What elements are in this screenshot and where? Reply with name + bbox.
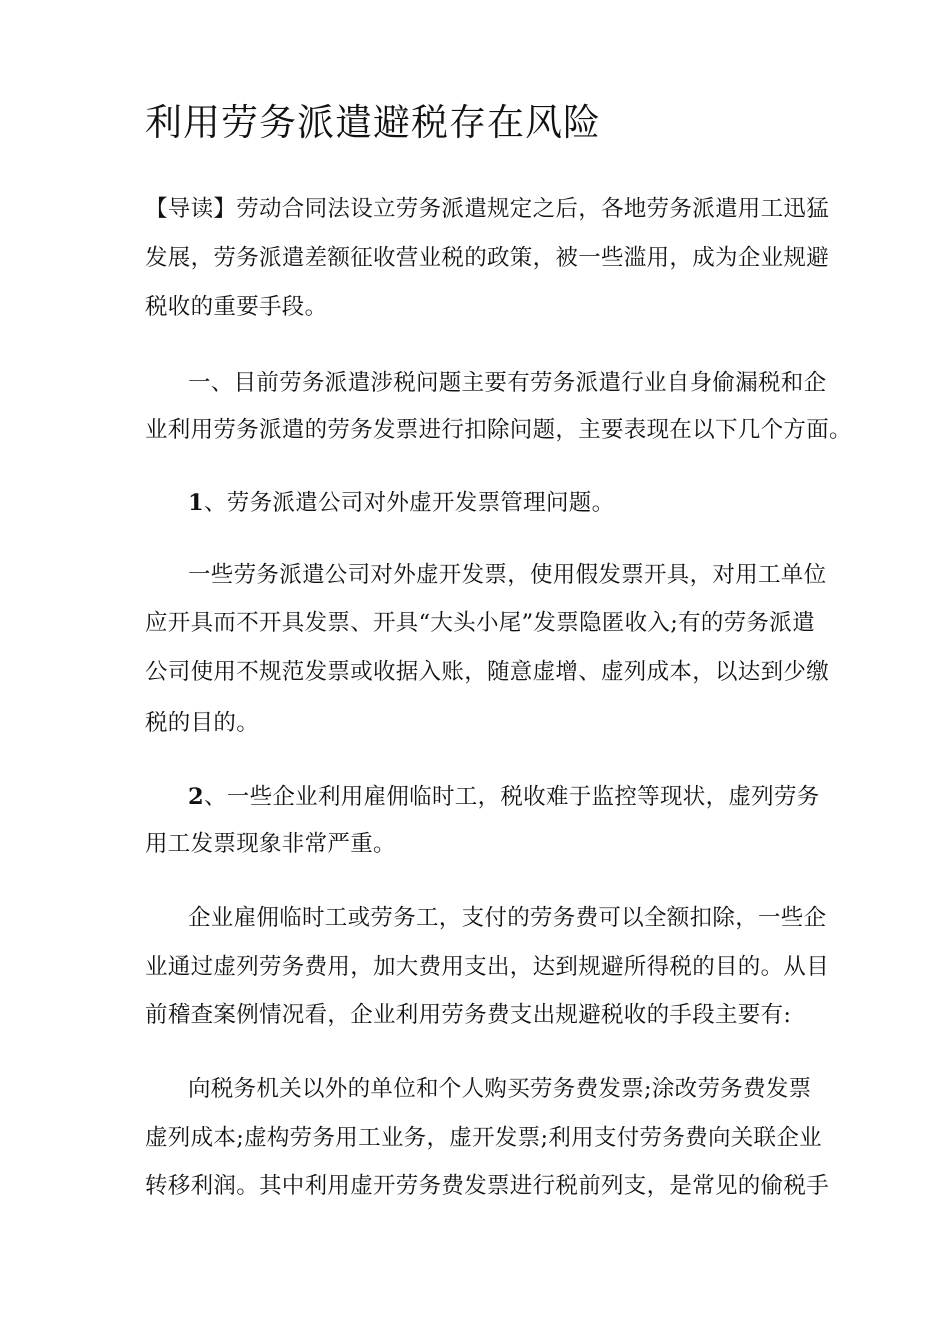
item-number: 2 xyxy=(188,784,204,810)
text-line: 发展，劳务派遣差额征收营业税的政策，被一些滥用，成为企业规避 xyxy=(145,245,830,271)
text-line: 业利用劳务派遣的劳务发票进行扣除问题，主要表现在以下几个方面。 xyxy=(145,417,852,443)
item-text: 、劳务派遣公司对外虚开发票管理问题。 xyxy=(203,490,615,516)
text-line: 用工发票现象非常严重。 xyxy=(145,831,396,857)
text-line: 一、目前劳务派遣涉税问题主要有劳务派遣行业自身偷漏税和企 xyxy=(188,370,827,396)
text-line: 应开具而不开具发票、开具“大头小尾”发票隐匿收入;有的劳务派遣 xyxy=(145,610,815,636)
item-text: 、一些企业利用雇佣临时工，税收难于监控等现状，虚列劳务 xyxy=(203,784,820,810)
text-line: 公司使用不规范发票或收据入账，随意虚增、虚列成本，以达到少缴 xyxy=(145,659,830,685)
text-line: 虚列成本;虚构劳务用工业务，虚开发票;利用支付劳务费向关联企业 xyxy=(145,1125,822,1151)
text-line: 向税务机关以外的单位和个人购买劳务费发票;涂改劳务费发票 xyxy=(188,1076,812,1102)
text-line: 业通过虚列劳务费用，加大费用支出，达到规避所得税的目的。从目 xyxy=(145,954,830,980)
text-line xyxy=(188,782,820,812)
text-line: 转移利润。其中利用虚开劳务费发票进行税前列支，是常见的偷税手 xyxy=(145,1173,830,1199)
text-line xyxy=(188,488,614,518)
text-line: 【导读】劳动合同法设立劳务派遣规定之后，各地劳务派遣用工迅猛 xyxy=(145,196,830,222)
text-line: 税收的重要手段。 xyxy=(145,294,328,320)
document-title: 利用劳务派遣避税存在风险 xyxy=(145,101,601,144)
text-line: 税的目的。 xyxy=(145,710,260,736)
item-number: 1 xyxy=(188,490,204,516)
text-line: 前稽查案例情况看，企业利用劳务费支出规避税收的手段主要有: xyxy=(145,1002,792,1028)
text-line: 一些劳务派遣公司对外虚开发票，使用假发票开具，对用工单位 xyxy=(188,562,827,588)
text-line: 企业雇佣临时工或劳务工，支付的劳务费可以全额扣除，一些企 xyxy=(188,905,827,931)
